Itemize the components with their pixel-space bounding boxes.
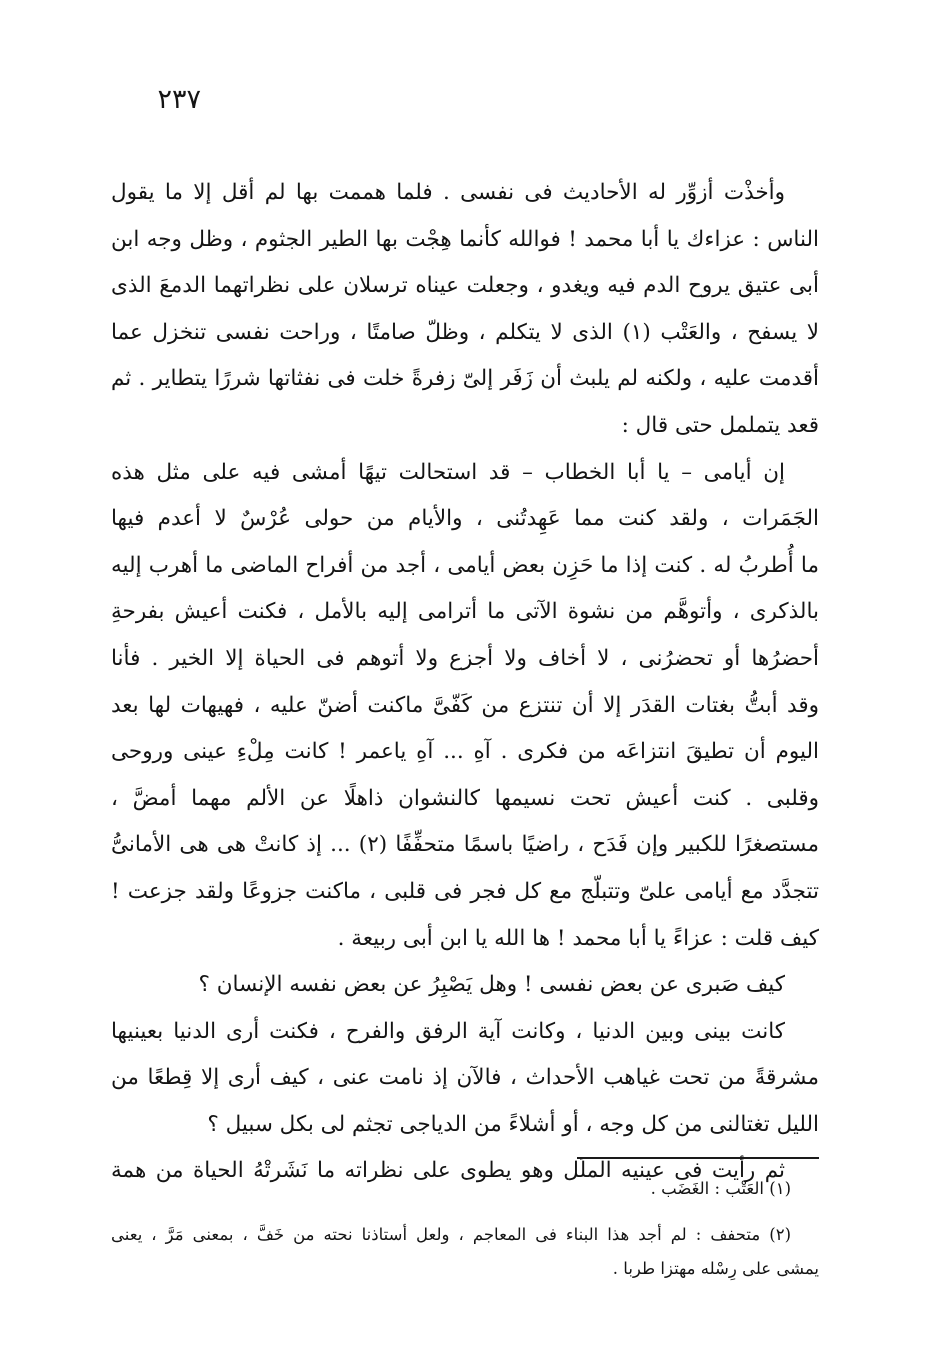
paragraph (111, 450, 819, 963)
text-line: الليل تغتالنى من كل وجه ، أو أشلاءً من الدياجى تجثم لى بكل سبيل ؟ (207, 1111, 819, 1137)
text-line: إن أيامى – يا أبا الخطاب – قد استحالت تيهًا أمشى فيه على مثل هذه (111, 459, 785, 485)
text-line: ثم رأيت فى عينيه الملَل وهو يطوى على نظراته ما نَشَرتْهُ الحياة من همة (111, 1158, 785, 1184)
footnotes (111, 1172, 819, 1286)
text-line: مشرقةً من تحت غياهب الأحداث ، فالآن إذ نامت عنى ، كيف أرى إلا قِطعًا من (111, 1065, 819, 1091)
text-line: أبى عتيق يروح الدم فيه ويغدو ، وجعلت عيناه ترسلان على نظراتهما الدمعَ الذى (111, 273, 819, 299)
paragraph (111, 1009, 819, 1149)
text-line: الجَمَرات ، ولقد كنت مما عَهِدتُنى ، والأيام من حولى عُرْسٌ لا أعدم فيها (111, 506, 819, 532)
text-line: اليوم أن تطيقَ انتزاعَه من فكرى . آهِ ... آهِ ياعمر ! كانت مِلْءِ عينى وروحى (111, 739, 819, 765)
text-line: بالذكرى ، وأتوهَّم من نشوة الآتى ما أترامى إليه بالأمل ، فكنت أعيش بفرحةِ (111, 599, 819, 625)
paragraph (111, 170, 819, 450)
text-line: مستصغرًا للكبير وإن فَدَح ، راضيًا باسمًا متحفِّفًا (٢) ... إذ كانتْ هى هى الأمانىُّ (111, 832, 819, 858)
text-line: وقد أبتُّ بغتات القدَر إلا أن تنتزع من كَفّىَّ ماكنت أضنّ عليه ، فهيهات لها بعد (111, 692, 819, 718)
footnote (111, 1218, 819, 1286)
text-line: قعد يتململ حتى قال : (621, 412, 819, 438)
text-line: لا يسفح ، والعَتْب (١) الذى لا يتكلم ، وظلّ صامتًا ، وراحت نفسى تنخزل عما (111, 319, 819, 345)
footnote-line: يمشى على رِسْله مهتزا طربا . (612, 1259, 819, 1278)
text-line: كانت بينى وبين الدنيا ، وكانت آية الرفق والفرح ، فكنت أرى الدنيا بعينيها (111, 1018, 785, 1044)
page-number: ٢٣٧ (157, 84, 201, 115)
footnote-line: (٢) متحفف : لم أجد هذا البناء فى المعاجم ، ولعل أستاذنا نحته من خَفَّ ، بمعنى مَرَّ ، يعنى (111, 1225, 791, 1244)
text-line: كيف صَبرى عن بعض نفسى ! وهل يَصْبِرُ عن بعض نفسه الإنسان ؟ (198, 972, 785, 998)
footnote-line: (١) العَتْب : الغَضَب . (650, 1179, 791, 1198)
text-line: تتجدَّد مع أيامى علىّ وتتبلّج مع كل فجر فى قلبى ، ماكنت جزوعًا ولقد جزعت ! (111, 878, 819, 904)
text-line: وقلبى . كنت أعيش تحت نسيمها كالنشوان ذاهلًا عن الألم مهما أمضَّ ، (111, 785, 819, 811)
paragraph (111, 962, 819, 1009)
footnote (111, 1172, 819, 1206)
body-text (111, 170, 819, 1195)
footnote-divider (577, 1157, 819, 1159)
text-line: أحضرُها أو تحضرُنى ، لا أخاف ولا أجزع ولا أتوهم فى الحياة إلا الخير . فأنا (111, 645, 819, 671)
text-line: أقدمت عليه ، ولكنه لم يلبث أن زَفَر إلىّ زفرةً خلت فى نفثاتها شررًا يتطاير . ثم (111, 366, 819, 392)
footnote-spacer (111, 1206, 819, 1218)
text-line: ما أُطربُ له . كنت إذا ما حَزِن بعض أيامى ، أجد من أفراح الماضى ما أهرب إليه (111, 552, 819, 578)
text-line: كيف قلت : عزاءً يا أبا محمد ! ها الله يا ابن أبى ربيعة . (337, 925, 819, 951)
text-line: وأخذْت أزوِّر له الأحاديث فى نفسى . فلما هممت بها لم أقل إلا ما يقول (111, 180, 785, 205)
text-line: الناس : عزاءك يا أبا محمد ! فوالله كأنما هِجْت بها الطير الجثوم ، وظل وجه ابن (111, 226, 819, 252)
